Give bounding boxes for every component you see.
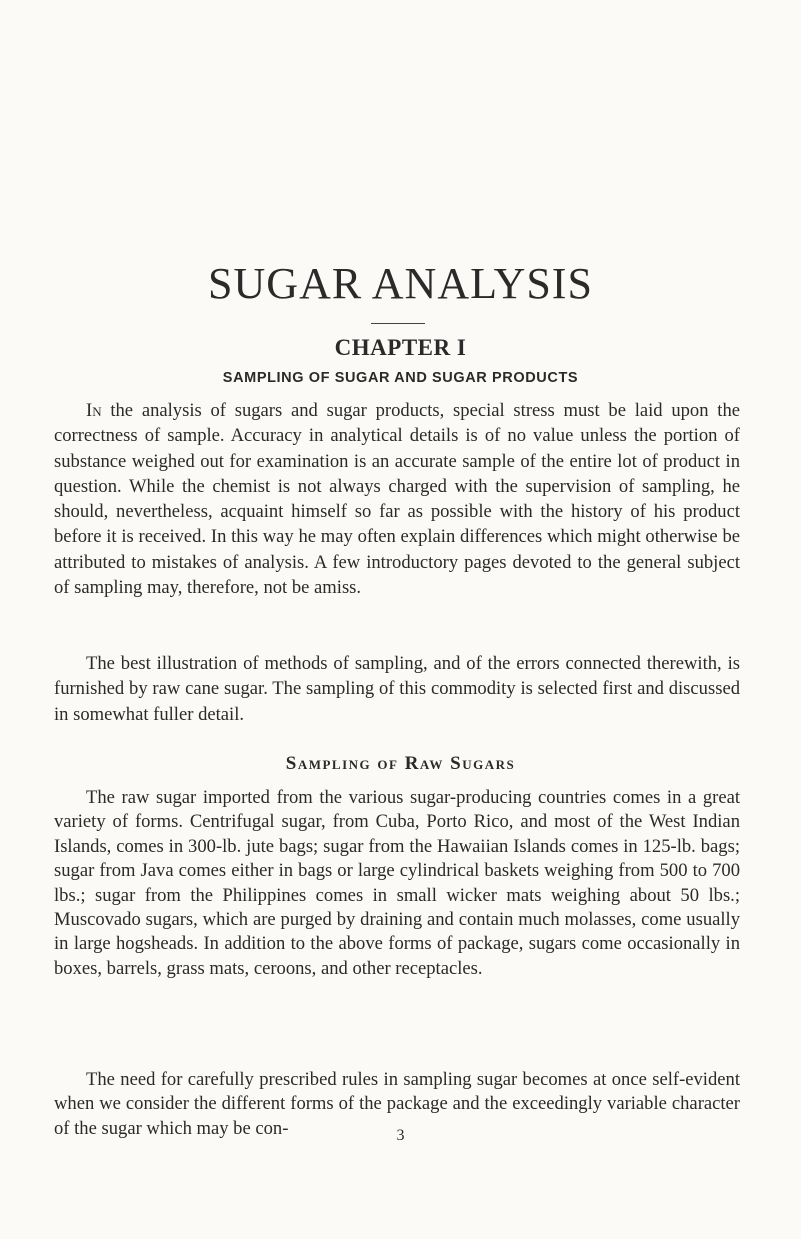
page-number: 3 [396,1127,405,1144]
paragraph-intro [54,398,740,600]
section-title: SAMPLING OF SUGAR AND SUGAR PRODUCTS [222,370,579,386]
chapter-heading: CHAPTER I [334,335,467,360]
book-title: SUGAR ANALYSIS [208,259,593,308]
title-divider [371,323,425,324]
paragraph-illustration: The best illustration of methods of sampling, and of the errors connected therewith, is furnished by raw cane sugar. The sampling of this commodity is selected first and discussed in somewhat fuller detail. [54,653,740,725]
paragraph-lead-word: In [86,400,102,421]
paragraph-intro-text: the analysis of sugars and sugar products, special stress must be laid upon the correctness of sample. Accuracy in analytical details is of no value unless the portion of substance weighed out for examination is an accurate sample of the entire lot of product in question. While the chemist is not always charged with the supervision of sampling, he should, nevertheless, acquaint himself so far as possible with the history of his product before it is received. In this way he may often explain differences which might otherwise be attributed to mistakes of analysis. A few introductory pages devoted to the general subject of sampling may, therefore, not be amiss. [54,400,740,599]
subsection-heading: Sampling of Raw Sugars [285,753,516,774]
paragraph-raw-sugar-forms: The raw sugar imported from the various sugar-producing countries comes in a great variety of forms. Centrifugal sugar, from Cuba, Porto Rico, and most of the West Indian Islands, comes in 300-lb. jute bags; sugar from the Hawaiian Islands comes in 125-lb. bags; sugar from Java comes either in bags or large cylindrical baskets weighing from 500 to 700 lbs.; sugar from the Philippines comes in small wicker mats weighing about 50 lbs.; Muscovado sugars, which are purged by draining and contain much molasses, come usually in large hogsheads. In addition to the above forms of package, sugars come occasionally in boxes, barrels, grass mats, ceroons, and other receptacles. [54,787,740,979]
paragraph-sampling-rules: The need for carefully prescribed rules in sampling sugar becomes at once self-evident when we consider the different forms of the package and the exceedingly variable character of the sugar which may be con- [54,1069,740,1139]
